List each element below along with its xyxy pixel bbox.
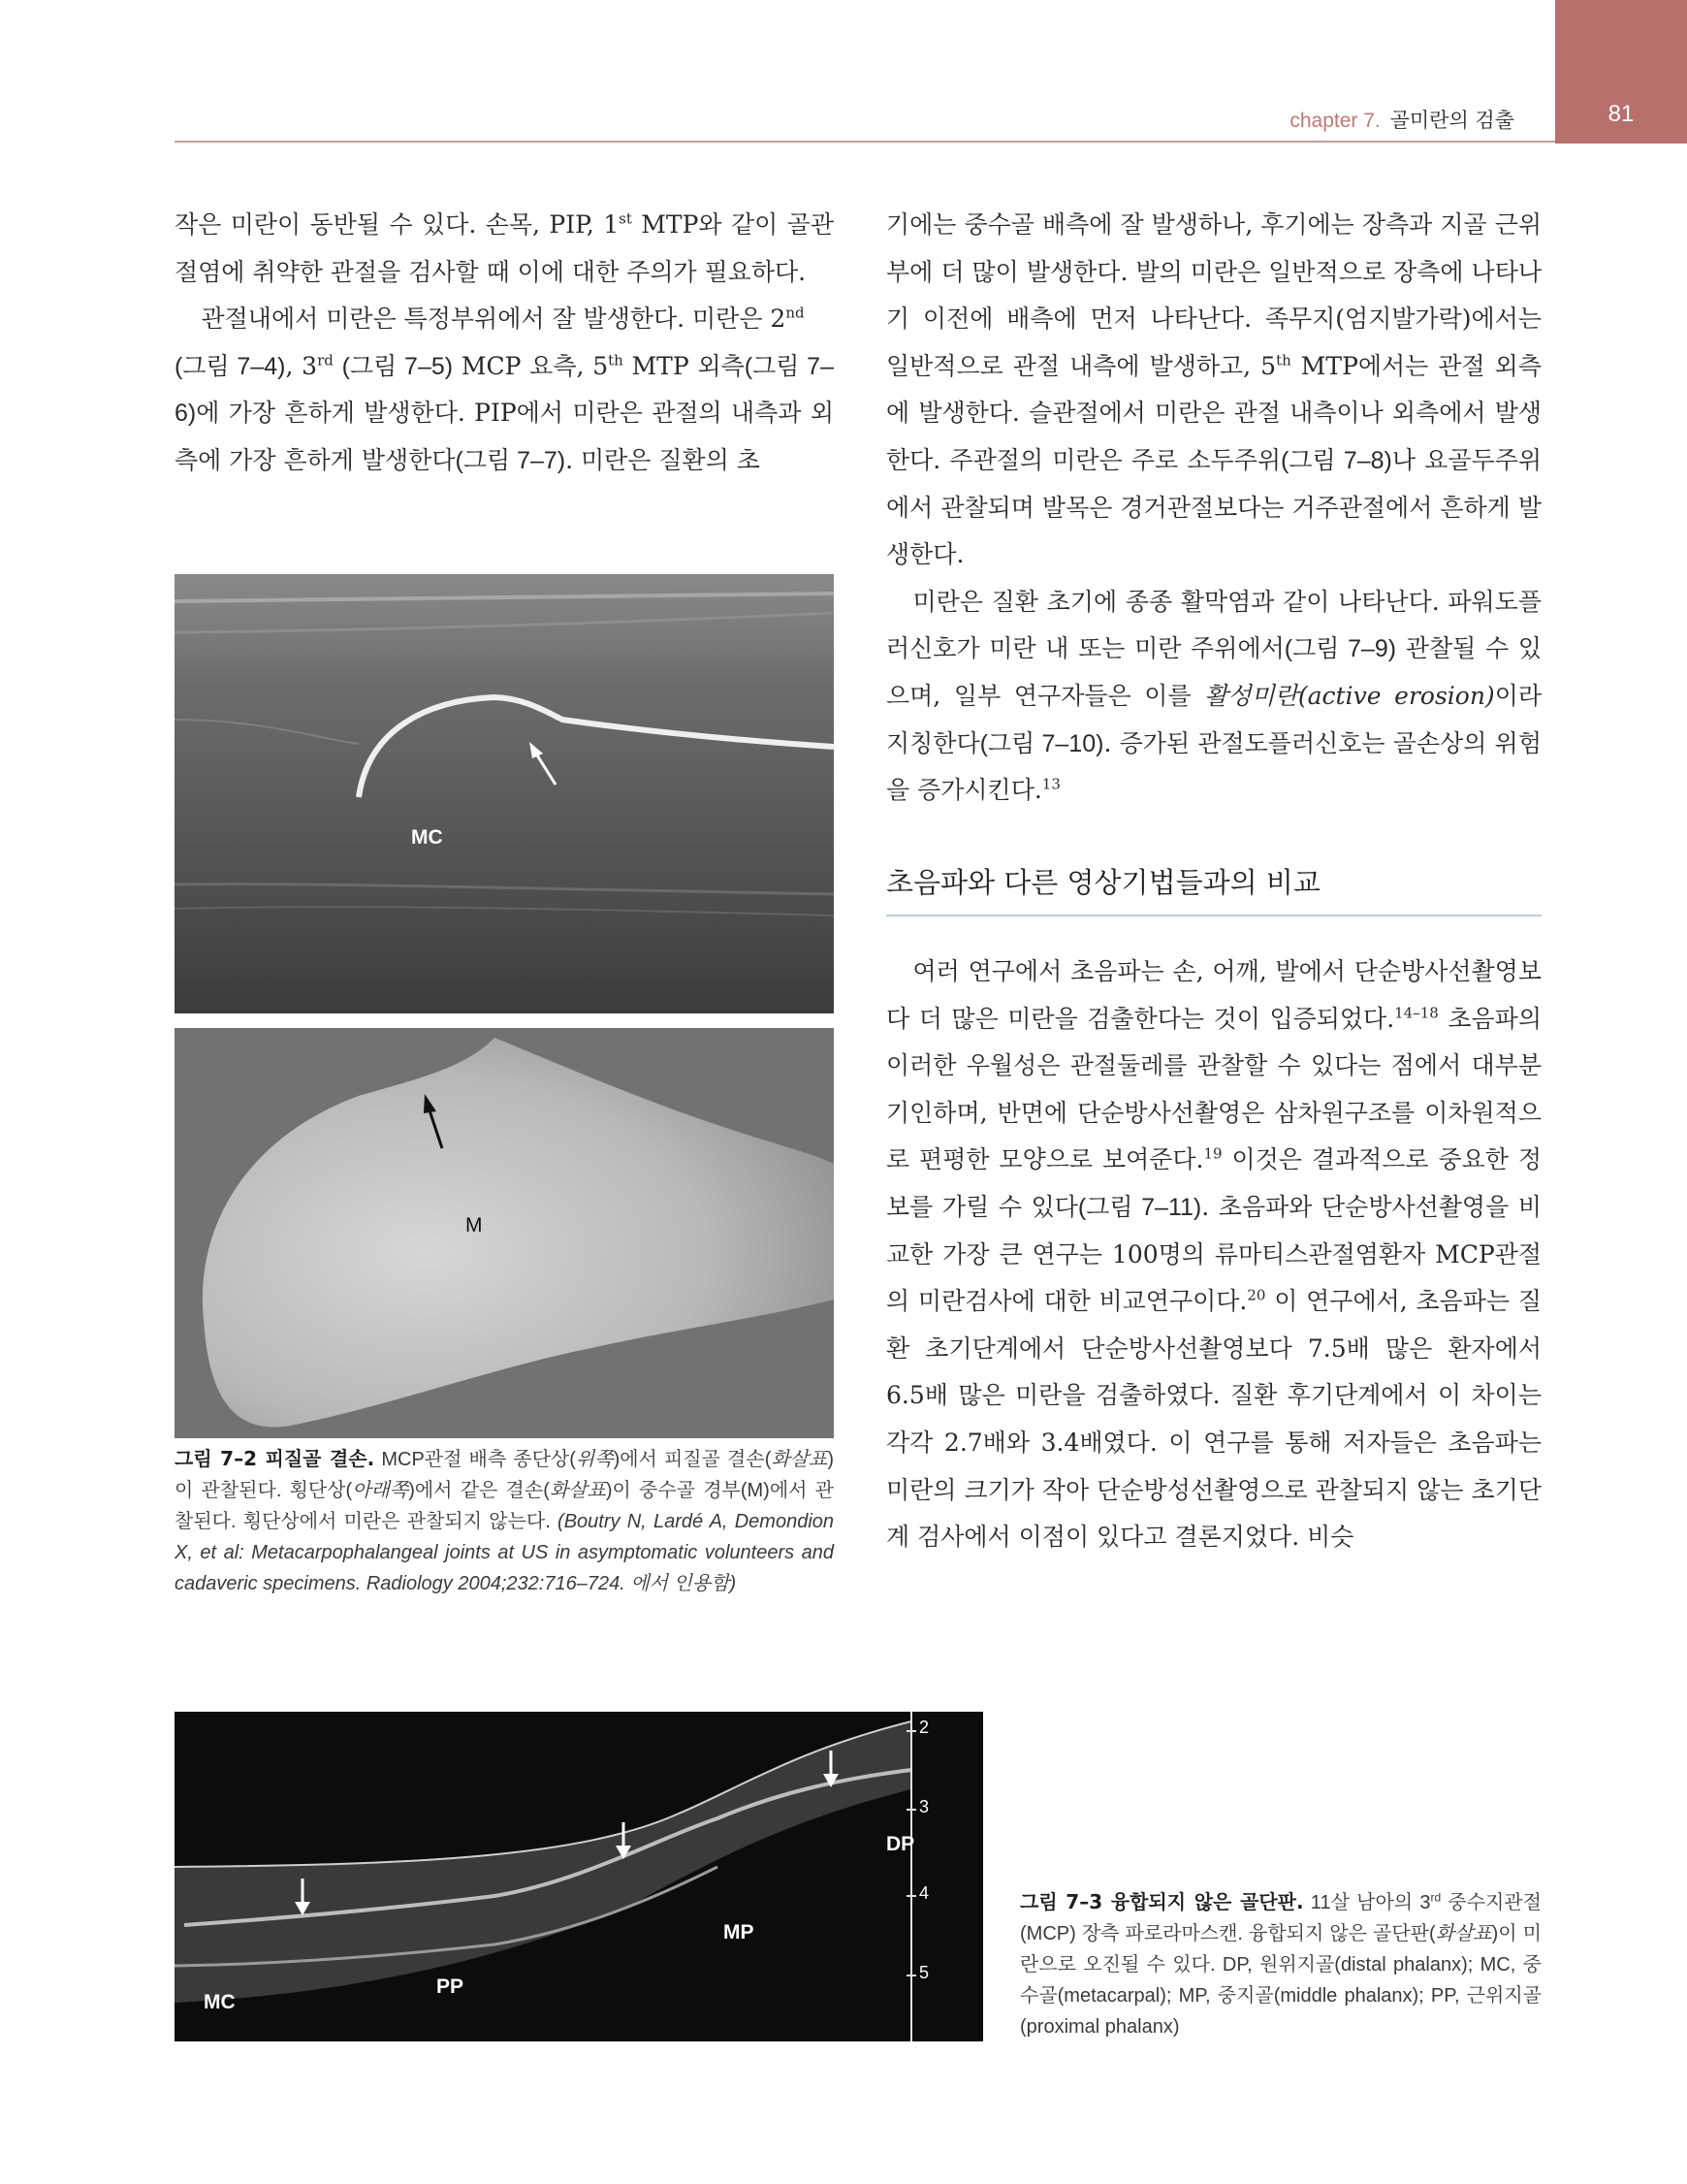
caption-title: 그림 7–3 융합되지 않은 골단판.: [1020, 1890, 1304, 1913]
header-rule: [175, 141, 1555, 143]
italic-term: 위쪽: [575, 1449, 614, 1470]
depth-mark: 4: [919, 1883, 930, 1903]
page-number-tab: [1555, 0, 1687, 144]
figure-reference: (그림 7–11): [1077, 1193, 1202, 1221]
caption-source: (Boutry N, Lardé A, Demondion X, et al: Metacarpophalangeal joints at US in asymptomatic volunteers and cadaveric specimens. Radiology 2004;232:716–724. 에서 인용함): [175, 1511, 835, 1594]
ultrasound-longitudinal-image: [175, 574, 834, 1013]
mp-label: MP: [723, 1921, 754, 1943]
text-run: )에서 같은 결손(: [408, 1480, 550, 1501]
figure-reference: (그림 7–8): [1281, 446, 1392, 474]
figure-reference: (그림 7–10): [979, 729, 1104, 757]
superscript: th: [1276, 351, 1291, 369]
chapter-title: 골미란의 검출: [1389, 109, 1514, 132]
text-run: 나 요골두주위에서 관찰되며 발목은 경거관절보다는 거주관절에서 흔하게 발생한다.: [886, 445, 1542, 569]
section-heading: 초음파와 다른 영상기법들과의 비교: [886, 861, 1542, 916]
text-run: 기에는 중수골 배측에 잘 발생하나, 후기에는 장측과 지골 근위부에 더 많이 발생한다. 발의 미란은 일반적으로 장측에 나타나기 이전에 배측에 먼저 나타난다. 족무지(엄지발가락)에서는 일반적으로 관절 내측에 발생하고, 5: [886, 210, 1542, 380]
depth-mark: 5: [919, 1963, 930, 1982]
superscript: st: [619, 209, 632, 228]
figure-reference: (그림 7–5): [341, 352, 454, 380]
text-run: 이 연구에서, 초음파는 질환 초기단계에서 단순방사선촬영보다 7.5배 많은 환자에서 6.5배 많은 미란을 검출하였다. 질환 후기단계에서 이 차이는 각각 2.7배와 3.4배였다. 이 연구를 통해 저자들은 초음파는 미란의 크기가 작아 단순방성선촬영으로 관찰되지 않는 초기단계 검사에서 이점이 있다고 결론지었다. 비슷: [886, 1287, 1542, 1552]
figure-reference: (그림 7–4): [175, 352, 286, 380]
figure-2-caption: [175, 1443, 834, 1599]
citation-ref: 14–18: [1394, 1004, 1439, 1022]
text-run: . 초음파와 단순방사선촬영을 비교한 가장 큰 연구는 100명의 류마티스관절염환자 MCP관절의 미란검사에 대한 비교연구이다.: [886, 1192, 1542, 1316]
italic-term: 활성미란(active erosion): [1204, 681, 1495, 710]
text-run: 여러 연구에서 초음파는 손, 어깨, 발에서 단순방사선촬영보다 더 많은 미란을 검출한다는 것이 입증되었다.: [886, 957, 1542, 1033]
citation-ref: 20: [1247, 1286, 1266, 1304]
text-run: . 증가된 관절도플러신호는 골손상의 위험을 증가시킨다.: [886, 728, 1542, 805]
mc-label: MC: [411, 826, 443, 849]
caption-title: 그림 7–2 피질골 결손.: [175, 1447, 375, 1470]
right-column-text: [886, 202, 1542, 815]
text-run: )에서 피질골 결손(: [613, 1449, 772, 1470]
figure-reference: (그림 7–9): [1284, 635, 1397, 663]
depth-mark: 2: [919, 1718, 930, 1737]
superscript: rd: [317, 351, 334, 369]
section-body-text: [886, 948, 1542, 1561]
text-run: MTP와 같이 골관절염에 취약한 관절을 검사할 때 이에 대한 주의가 필요하다.: [175, 210, 834, 286]
text-run: 작은 미란이 동반될 수 있다. 손목, PIP, 1: [175, 210, 620, 239]
ultrasound-graphic: [175, 574, 834, 1013]
text-run: MTP 외측: [622, 351, 745, 380]
italic-term: 화살표: [771, 1449, 828, 1470]
right-paragraph-2: [886, 579, 1542, 815]
text-run: 11살 남아의 3: [1303, 1892, 1431, 1913]
panoramic-graphic: [175, 1712, 983, 2041]
m-label: M: [465, 1214, 483, 1237]
left-column-text: [175, 202, 834, 485]
text-run: 에 가장 흔하게 발생한다. PIP에서 미란은 관절의 내측과 외측에 가장 흔하게 발생한다: [175, 399, 834, 474]
italic-term: 아래쪽: [352, 1480, 409, 1501]
superscript: nd: [785, 304, 805, 322]
depth-mark: 3: [919, 1797, 930, 1816]
text-run: )이 미란으로 오진될 수 있다. DP, 원위지골(distal phalanx); MC, 중수골(metacarpal); MP, 중지골(middle phalanx); PP, 근위지골(proximal phalanx): [1020, 1923, 1542, 2038]
superscript: rd: [1430, 1890, 1442, 1905]
text-run: , 3: [285, 351, 318, 380]
specimen-photo: [175, 1028, 834, 1438]
text-run: 이라 지칭한다: [886, 681, 1542, 757]
italic-term: 화살표: [549, 1480, 606, 1501]
superscript: th: [608, 351, 623, 369]
text-run: MCP관절 배측 종단상(: [374, 1449, 576, 1470]
text-run: 이것은 결과적으로 중요한 정보를 가릴 수 있다: [886, 1145, 1542, 1221]
mc-label: MC: [204, 1991, 236, 2013]
figure-reference: (그림 7–7): [455, 446, 566, 474]
italic-term: 화살표: [1435, 1923, 1492, 1944]
figure-3-caption: [1020, 1886, 1542, 2042]
specimen-graphic: [175, 1028, 834, 1438]
chapter-label: chapter 7.: [1289, 110, 1381, 132]
figure-reference: (그림 7–6): [175, 352, 834, 428]
panoramic-ultrasound-image: [175, 1712, 983, 2041]
left-paragraph-2: [175, 296, 834, 484]
text-run: 관찰될 수 있으며, 일부 연구자들은 이를: [886, 634, 1542, 710]
text-run: 관절내에서 미란은 특정부위에서 잘 발생한다. 미란은 2: [201, 305, 786, 334]
running-header: [1289, 105, 1514, 134]
right-paragraph-1: [886, 202, 1542, 579]
text-run: MCP 요측, 5: [453, 351, 609, 380]
text-run: 중수지관절(MCP) 장측 파로라마스캔. 융합되지 않은 골단판(: [1020, 1892, 1542, 1944]
text-run: )이 관찰된다. 횡단상(: [175, 1449, 834, 1501]
dp-label: DP: [886, 1833, 915, 1855]
page-number: 81: [1607, 101, 1635, 127]
citation-ref: 19: [1203, 1145, 1223, 1164]
text-run: )이 중수골 경부(M)에서 관찰된다. 횡단상에서 미란은 관찰되지 않는다.: [175, 1480, 834, 1532]
pp-label: PP: [436, 1975, 464, 1998]
text-run: . 미란은 질환의 초: [565, 445, 760, 474]
left-paragraph-1: [175, 202, 834, 296]
text-run: MTP에서는 관절 외측에 발생한다. 슬관절에서 미란은 관절 내측이나 외측에서 발생한다. 주관절의 미란은 주로 소두주위: [886, 351, 1542, 474]
text-run: 미란은 질환 초기에 종종 활막염과 같이 나타난다. 파워도플러신호가 미란 내 또는 미란 주위에서: [886, 587, 1542, 663]
section-paragraph: [886, 948, 1542, 1561]
text-run: 초음파의 이러한 우월성은 관절둘레를 관찰할 수 있다는 점에서 대부분 기인하며, 반면에 단순방사선촬영은 삼차원구조를 이차원적으로 편평한 모양으로 보여준다.: [886, 1004, 1542, 1174]
citation-ref: 13: [1041, 775, 1061, 793]
